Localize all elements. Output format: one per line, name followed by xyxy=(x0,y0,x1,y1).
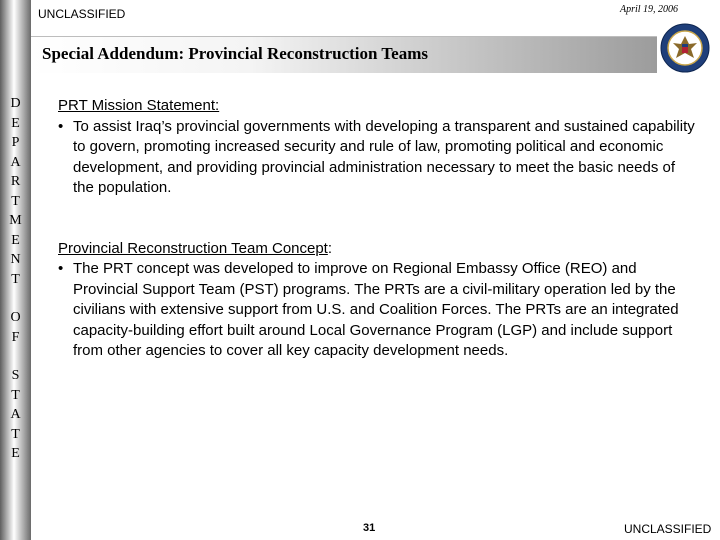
sidebar-word-department xyxy=(0,94,31,289)
sidebar-gap xyxy=(0,347,31,366)
page-title: Special Addendum: Provincial Reconstruction Teams xyxy=(42,44,428,63)
concept-text: The PRT concept was developed to improve on Regional Embassy Office (REO) and Provincial Support Team (PST) programs. The PRTs are a civil-military operation led by the civilians with extensive support from U.S. and Coalition Forces. The PRTs are an integrated capacity-building effort built around Local Governance Program (LGP) and include support from other agencies to cover all key capacity development needs. xyxy=(73,260,679,359)
sidebar-letter: A xyxy=(10,154,21,170)
sidebar-word-state xyxy=(0,366,31,464)
main-content xyxy=(58,96,698,362)
sidebar-letter: M xyxy=(9,213,22,228)
sidebar-letter: A xyxy=(10,407,21,422)
section-heading xyxy=(58,96,698,117)
sidebar-letter: O xyxy=(10,310,21,325)
sidebar-letter: T xyxy=(11,426,20,442)
sidebar-letters xyxy=(0,94,31,464)
concept-heading: Provincial Reconstruction Team Concept xyxy=(58,239,328,257)
sidebar-letter: F xyxy=(11,329,20,345)
bullet-item xyxy=(58,259,698,362)
left-sidebar xyxy=(0,0,31,540)
header-date: April 19, 2006 xyxy=(620,4,679,15)
section-spacer xyxy=(58,199,698,239)
bullet-item xyxy=(58,117,698,199)
sidebar-gap xyxy=(0,289,31,308)
sidebar-letter: E xyxy=(11,446,20,461)
sidebar-letter: S xyxy=(11,368,20,383)
sidebar-letter: P xyxy=(11,135,20,150)
department-of-state-seal-icon xyxy=(655,22,715,74)
header-classification: UNCLASSIFIED xyxy=(38,7,126,21)
section-concept xyxy=(58,239,698,362)
sidebar-letter: D xyxy=(10,96,21,111)
sidebar-letter: T xyxy=(11,387,20,403)
footer-classification: UNCLASSIFIED xyxy=(624,522,712,536)
section-mission xyxy=(58,96,698,199)
bullet-icon: • xyxy=(58,260,64,277)
sidebar-letter: N xyxy=(10,252,21,267)
sidebar-letter: T xyxy=(11,193,20,209)
sidebar-letter: E xyxy=(11,232,20,248)
mission-text: To assist Iraq’s provincial governments with developing a transparent and sustained capability to govern, promoting increased security and rule of law, promoting political and economic development, and providing provincial administration necessary to meet the basic needs of the population. xyxy=(73,117,695,196)
sidebar-letter: E xyxy=(11,115,20,131)
sidebar-letter: R xyxy=(10,174,21,189)
heading-suffix: : xyxy=(327,239,333,257)
page-number: 31 xyxy=(363,522,376,534)
bullet-icon: • xyxy=(58,117,64,135)
sidebar-letter: T xyxy=(11,271,20,287)
sidebar-word-of xyxy=(0,308,31,347)
section-heading xyxy=(58,239,698,260)
mission-heading: PRT Mission Statement: xyxy=(58,97,220,114)
